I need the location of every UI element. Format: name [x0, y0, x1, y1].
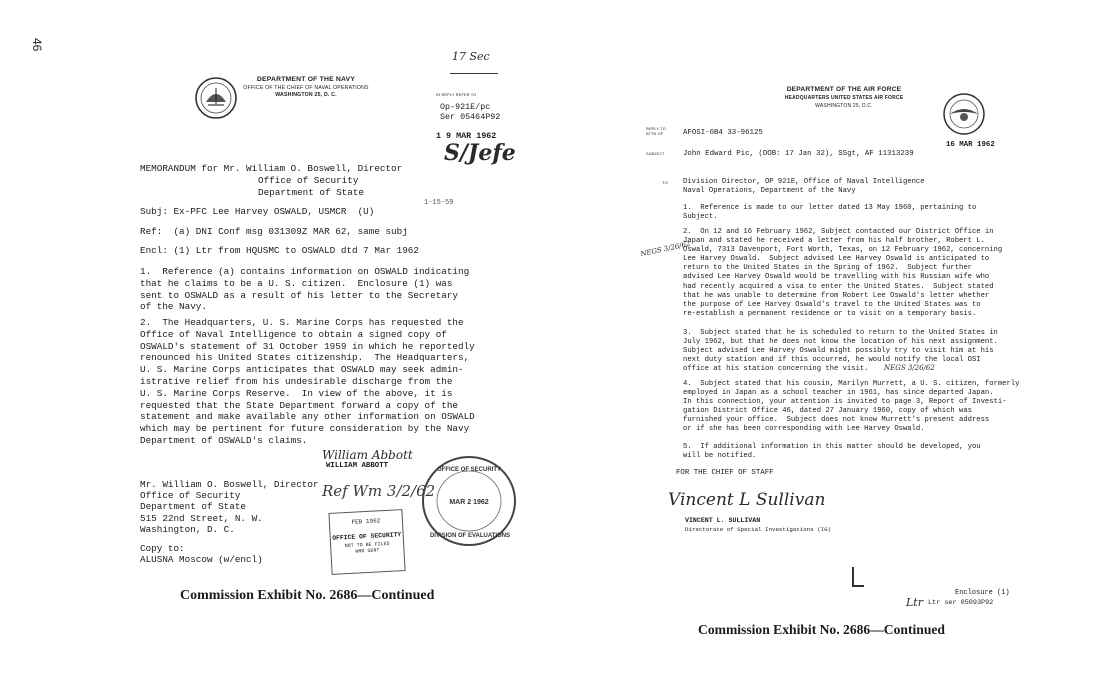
- af-date: 16 MAR 1962: [946, 141, 995, 149]
- af-caption: Commission Exhibit No. 2686—Continued: [698, 622, 945, 637]
- enclosure-note: Enclosure (1): [955, 589, 1010, 597]
- af-reply-label: REPLY TO ATTN OF: [646, 127, 666, 136]
- copy-to-block: Copy to: ALUSNA Moscow (w/encl): [140, 543, 263, 566]
- navy-paragraph-1: 1. Reference (a) contains information on OSWALD indicating that he claims to be a U. S. citizen. Enclosure (1) was sent to OSWALD as a result of his letter to the Secretary of the Navy.: [140, 266, 470, 313]
- sullivan-title: Directorate of Special Investigations (IG): [685, 526, 832, 533]
- stamp-round-bottom-text: DIVISION OF EVALUATIONS: [429, 533, 511, 539]
- corner-mark-vertical: [852, 567, 854, 585]
- abbott-signature: William Abbott: [322, 448, 413, 462]
- af-paragraph-3: 3. Subject stated that he is scheduled to return to the United States in July 1962, but that he does not know the location of his next assignment. Subject advised Lee Harvey Oswald might possibly try to visit him at his next duty station and if this occurred, he would notify the local OSI office at his station concerning the visit.: [683, 329, 998, 374]
- navy-ref-1: Op-921E/pc: [440, 102, 491, 112]
- handwritten-margin-note: NEGS 3/26/62: [639, 239, 692, 259]
- memo-line-3: Department of State: [258, 187, 365, 198]
- memo-line-2: Office of Security: [258, 175, 359, 186]
- enclosure-line: Encl: (1) Ltr from HQUSMC to OSWALD dtd 7 Mar 1962: [140, 245, 419, 256]
- af-paragraph-4: 4. Subject stated that his cousin, Marilyn Murrett, a U. S. citizen, formerly employed in Japan as a school teacher in 1961, has since departed Japan. In this connection, your attention is invited to page 3, Report of Investi- gation District Office 46, dated 27 January 1960, copy of which was furnished your office. Subject does not know Murrett's present address or if she has been corresponding with Lee Harvey Oswald.: [683, 380, 1020, 434]
- navy-office-name: OFFICE OF THE CHIEF OF NAVAL OPERATIONS: [243, 85, 369, 91]
- af-reply-value: AFOSI-6B4 33-96125: [683, 129, 763, 137]
- for-chief-of-staff: FOR THE CHIEF OF STAFF: [676, 469, 774, 477]
- air-force-seal-icon: [942, 92, 986, 136]
- enclosure-ser: Ltr ser 05093P92: [928, 599, 994, 607]
- corner-mark-horizontal: [852, 585, 864, 587]
- handwritten-top-note: 17 Sec: [452, 50, 490, 63]
- office-security-rect-stamp: [328, 509, 405, 575]
- af-subject-value: John Edward Pic, (DOB: 17 Jan 32), SSgt, AF 11313239: [683, 150, 914, 158]
- stamp-date-holder: [433, 494, 505, 506]
- af-to-label: TO: [662, 180, 668, 185]
- rect-stamp-line-3: NOT TO BE FILED: [344, 540, 390, 550]
- navy-seal-icon: [194, 76, 238, 120]
- handwritten-margin-note-2: NEGS 3/26/62: [884, 364, 935, 372]
- rect-stamp-line-4: WHO SENT: [355, 547, 380, 555]
- af-dept-name: DEPARTMENT OF THE AIR FORCE: [786, 86, 902, 93]
- navy-ref-2: Ser 05464P92: [440, 112, 501, 122]
- af-location: WASHINGTON 25, D.C.: [815, 103, 873, 109]
- handwritten-routing: Ref Wm 3/2/62: [322, 482, 436, 500]
- enclosure-hand-mark: Ltr: [906, 596, 923, 609]
- handwritten-initials: S/Jefe: [444, 140, 516, 166]
- sullivan-name: VINCENT L. SULLIVAN: [685, 517, 761, 524]
- margin-mark: 1-15-59: [424, 199, 454, 207]
- page-number: 46: [30, 38, 44, 52]
- navy-paragraph-2: 2. The Headquarters, U. S. Marine Corps has requested the Office of Naval Intelligence to obtain a signed copy of OSWALD's statement of 31 October 1959 in which he reportedly renounced his United States citizenship. The Headquarters, U. S. Marine Corps anticipates that OSWALD may seek admin- istrative relief from his undesirable discharge from the U. S. Marine Corps Reserve. In view of the above, it is requested that the State Department forward a copy of the statement and make available any other information on OSWALD which may be pertinent for future consideration by the Navy Department of OSWALD's claims.: [140, 317, 475, 446]
- stamp-round-top-text: OFFICE OF SECURITY: [436, 467, 502, 473]
- memo-line-1: MEMORANDUM for Mr. William O. Boswell, Director: [140, 163, 403, 174]
- subject-line: Subj: Ex-PFC Lee Harvey OSWALD, USMCR (U): [140, 206, 375, 217]
- reference-line: Ref: (a) DNI Conf msg 031309Z MAR 62, same subj: [140, 226, 408, 237]
- af-paragraph-5: 5. If additional information in this matter should be developed, you will be notified.: [683, 443, 981, 461]
- stamp-top-text-holder: [421, 461, 517, 473]
- handwritten-strike: [450, 73, 498, 74]
- navy-caption: Commission Exhibit No. 2686—Continued: [180, 588, 435, 603]
- af-office-name: HEADQUARTERS UNITED STATES AIR FORCE: [784, 95, 904, 101]
- addressee-block: Mr. William O. Boswell, Director Office of Security Department of State 515 22nd Street, N. W. Washington, D. C.: [140, 479, 319, 535]
- stamp-bottom-text-holder: [422, 527, 518, 539]
- sullivan-signature: Vincent L Sullivan: [668, 490, 826, 510]
- af-paragraph-2: 2. On 12 and 16 February 1962, Subject contacted our District Office in Japan and stated he received a letter from his half brother, Robert L. Oswald, 7313 Davenport, Fort Worth, Texas, on 12 February 1962, concerning Lee Harvey Oswald. Subject advised Lee Harvey Oswald is anticipated to return to the United States in the Spring of 1962. Subject further advised Lee Harvey Oswald would be travelling with his Russian wife who had recently acquired a visa to enter the United States. Subject stated that he was unable to determine from Robert Lee Oswald's letter whether the purpose of Lee Harvey Oswald's travel to the United States was to re-establish a permanent residence or to visit on a temporary basis.: [683, 228, 1003, 318]
- af-to-value: Division Director, OP 921E, Office of Naval Intelligence Naval Operations, Department of the Navy: [683, 178, 925, 196]
- rect-stamp-line-2: OFFICE OF SECURITY: [332, 531, 402, 542]
- navy-dept-name: DEPARTMENT OF THE NAVY: [256, 76, 356, 83]
- navy-date-stamp: 1 9 MAR 1962: [436, 131, 497, 141]
- abbott-name: WILLIAM ABBOTT: [326, 462, 389, 470]
- navy-reply-label: IN REPLY REFER TO: [436, 93, 477, 97]
- navy-location: WASHINGTON 25, D. C.: [275, 92, 337, 98]
- stamp-round-date: MAR 2 1962: [449, 499, 489, 506]
- rect-stamp-line-1: FEB 1962: [351, 517, 381, 526]
- af-subject-label: SUBJECT: [646, 152, 665, 156]
- af-paragraph-1: 1. Reference is made to our letter dated 13 May 1960, pertaining to Subject.: [683, 204, 977, 222]
